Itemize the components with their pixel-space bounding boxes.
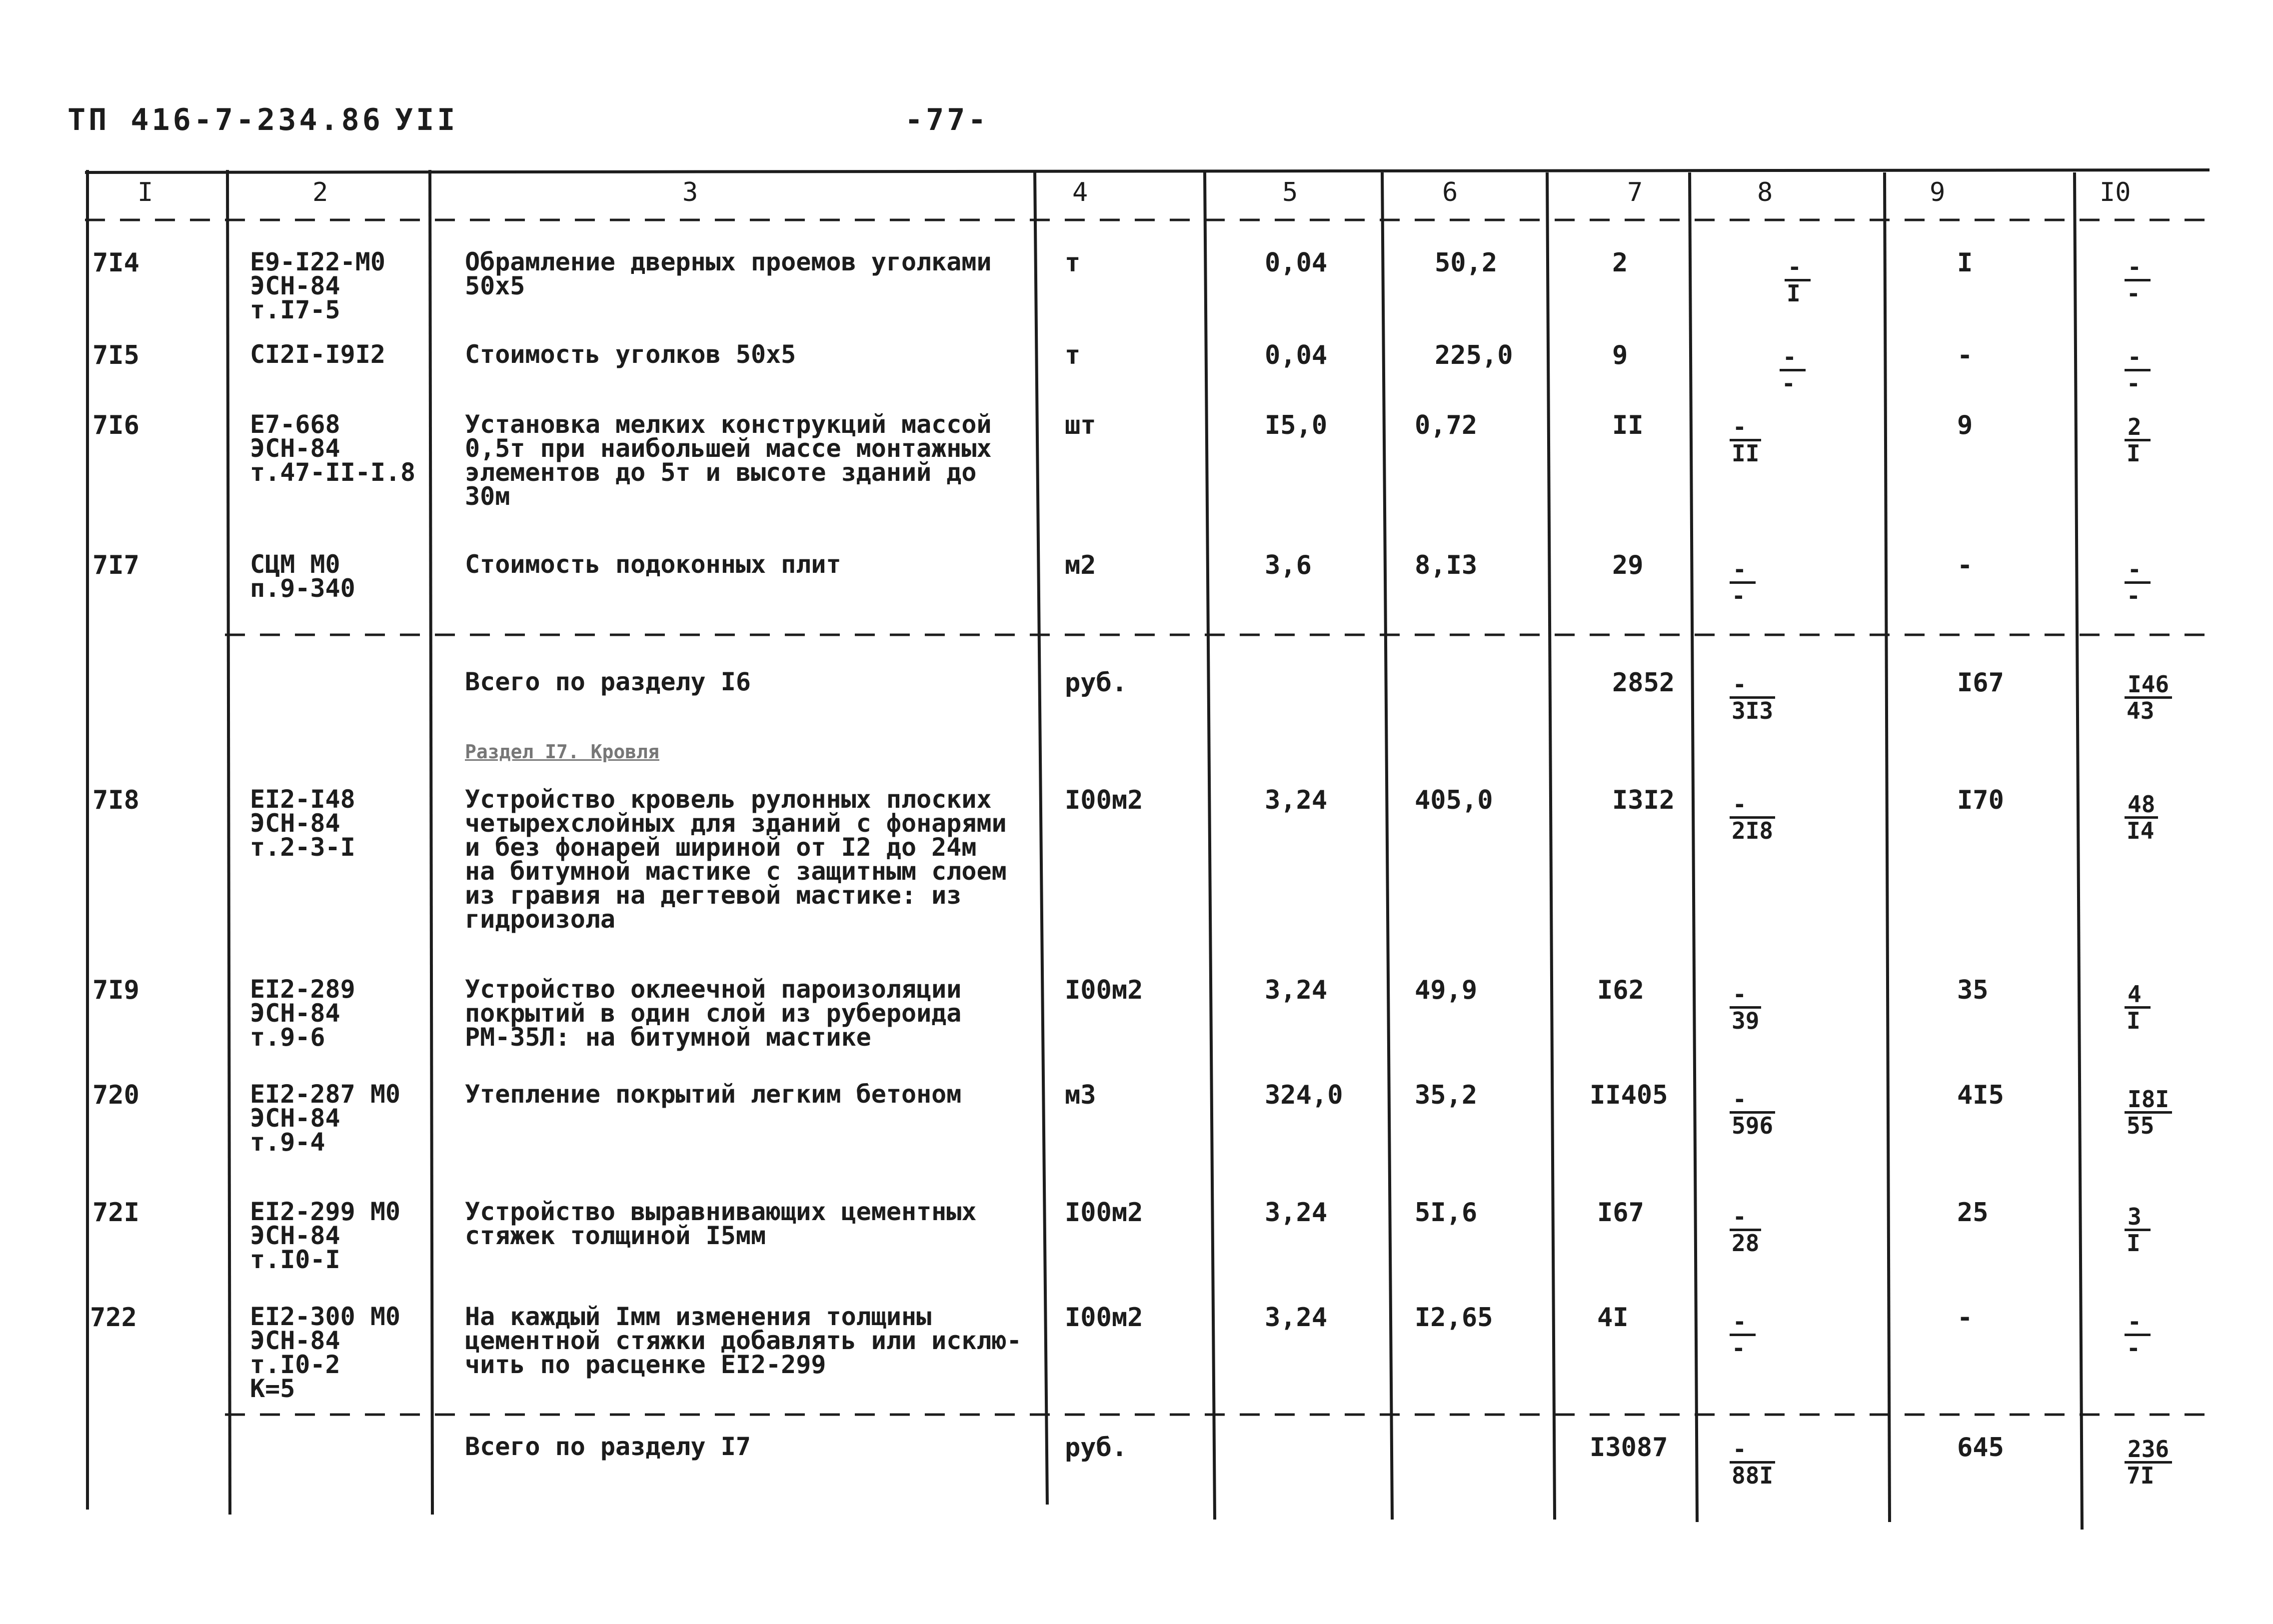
unit: I00м2	[1065, 785, 1143, 815]
row-number: 7I8	[92, 785, 139, 815]
column-8-fraction: - 88I	[1730, 1437, 1775, 1488]
unit: I00м2	[1065, 1198, 1143, 1228]
column-8-fraction: - 596	[1730, 1087, 1775, 1138]
column-header-4: 4	[1072, 177, 1088, 207]
column-8-fraction: - 39	[1730, 982, 1761, 1033]
row-number: 7I6	[92, 410, 139, 440]
unit: I00м2	[1065, 1303, 1143, 1333]
unit: I00м2	[1065, 975, 1143, 1005]
unit: т	[1065, 248, 1081, 278]
quantity: I5,0	[1265, 410, 1328, 440]
total-cost: I62	[1597, 975, 1644, 1005]
column-10-fraction: - -	[2125, 255, 2151, 305]
quantity: 324,0	[1265, 1080, 1343, 1110]
column-8-fraction: - -	[1730, 1310, 1756, 1360]
total-cost: 2852	[1612, 668, 1675, 698]
rate-code: ЕI2-289 ЭСН-84 т.9-6	[250, 975, 355, 1052]
page-number: -77-	[905, 102, 989, 137]
row-number: 7I4	[92, 248, 139, 278]
row-number: 72I	[92, 1198, 139, 1228]
unit-price: 49,9	[1415, 975, 1478, 1005]
total-cost: 9	[1612, 340, 1628, 370]
unit: м3	[1065, 1080, 1096, 1110]
column-header-9: 9	[1930, 177, 1946, 207]
row-number: 722	[90, 1303, 137, 1333]
work-description: На каждый Iмм изменения толщины цементной стяжки добавлять или исклю- чить по расценке ЕI2-299	[465, 1302, 1022, 1379]
unit-price: 5I,6	[1415, 1198, 1478, 1228]
quantity: 3,24	[1265, 1303, 1328, 1333]
total-cost: 2	[1612, 248, 1628, 278]
column-header-3: 3	[682, 177, 698, 207]
quantity: 3,24	[1265, 975, 1328, 1005]
quantity: 3,6	[1265, 550, 1312, 580]
column-8-fraction: - -	[1780, 345, 1806, 395]
column-9-value: I	[1957, 248, 1973, 278]
volume-number: УII	[395, 102, 458, 137]
total-cost: 4I	[1597, 1303, 1629, 1333]
unit-price: 35,2	[1415, 1080, 1478, 1110]
unit: т	[1065, 340, 1081, 370]
column-10-fraction: $\frac{48}{I4}$	[2125, 792, 2158, 843]
unit-price: 0,72	[1415, 410, 1478, 440]
column-header-5: 5	[1282, 177, 1298, 207]
rate-code: СЦМ М0 п.9-340	[250, 550, 355, 603]
row-number: 7I7	[92, 550, 139, 580]
column-8-fraction: - -	[1730, 557, 1756, 608]
work-description: Утепление покрытий легким бетоном	[465, 1080, 962, 1109]
quantity: 3,24	[1265, 785, 1328, 815]
column-10-fraction: $\frac{3}{I}$	[2125, 1205, 2151, 1255]
column-9-value: 9	[1957, 410, 1973, 440]
column-8-fraction: - 3I3	[1730, 672, 1775, 723]
rate-code: ЕI2-299 М0 ЭСН-84 т.I0-I	[250, 1197, 401, 1274]
row-number: 720	[92, 1080, 139, 1110]
total-cost: II	[1612, 410, 1644, 440]
work-description: Стоимость подоконных плит	[465, 550, 841, 579]
work-description: Устройство кровель рулонных плоских четырехслойных для зданий с фонарями и без фонарей шириной от I2 до 24м на битумной мастике с защитным слоем из гравия на дегтевой мастике: из гидроизола	[465, 785, 1007, 934]
column-8-fraction: - II	[1730, 415, 1761, 465]
column-10-fraction: $\frac{I46}{43}$	[2125, 672, 2172, 723]
unit: м2	[1065, 550, 1096, 580]
column-9-value: I67	[1957, 668, 2004, 698]
work-description: Устройство оклеечной пароизоляции покрытий в один слой из рубероида РМ-35Л: на битумной мастике	[465, 975, 962, 1052]
total-label: Всего по разделу I7	[465, 1432, 751, 1461]
quantity: 0,04	[1265, 248, 1328, 278]
unit: руб.	[1065, 668, 1128, 698]
column-10-fraction: $\frac{I8I}{55}$	[2125, 1087, 2172, 1138]
column-10-fraction: $\frac{236}{7I}$	[2125, 1437, 2172, 1488]
row-number: 7I5	[92, 340, 139, 370]
column-8-fraction: - 28	[1730, 1205, 1761, 1255]
column-header-7: 7	[1627, 177, 1643, 207]
column-9-value: 35	[1957, 975, 1989, 1005]
section-title: Раздел I7. Кровля	[465, 741, 659, 763]
column-header-1: I	[137, 177, 153, 207]
column-10-fraction: - -	[2125, 345, 2151, 395]
work-description: Обрамление дверных проемов уголками 50х5	[465, 247, 992, 300]
row-number: 7I9	[92, 975, 139, 1005]
quantity: 3,24	[1265, 1198, 1328, 1228]
document-code: ТП 416-7-234.86	[67, 102, 383, 137]
column-8-fraction: - 2I8	[1730, 792, 1775, 843]
column-9-value: -	[1957, 550, 1973, 580]
column-header-6: 6	[1442, 177, 1458, 207]
work-description: Устройство выравнивающих цементных стяжек толщиной I5мм	[465, 1197, 977, 1250]
column-header-2: 2	[312, 177, 328, 207]
rate-code: ЕI2-300 М0 ЭСН-84 т.I0-2 К=5	[250, 1302, 401, 1403]
unit-price: 50,2	[1435, 248, 1498, 278]
work-description: Стоимость уголков 50х5	[465, 340, 796, 369]
column-10-fraction: - -	[2125, 1310, 2151, 1360]
column-9-value: 25	[1957, 1198, 1989, 1228]
column-8-fraction: - I	[1785, 255, 1811, 305]
total-cost: II405	[1590, 1080, 1668, 1110]
rate-code: ЕI2-I48 ЭСН-84 т.2-3-I	[250, 785, 355, 862]
total-cost: I3I2	[1612, 785, 1675, 815]
column-9-value: I70	[1957, 785, 2004, 815]
rate-code: СI2I-I9I2	[250, 340, 385, 369]
unit-price: 405,0	[1415, 785, 1493, 815]
rate-code: Е9-I22-М0 ЭСН-84 т.I7-5	[250, 247, 385, 324]
unit-price: I2,65	[1415, 1303, 1493, 1333]
total-cost: 29	[1612, 550, 1644, 580]
column-9-value: 4I5	[1957, 1080, 2004, 1110]
unit-price: 225,0	[1435, 340, 1513, 370]
column-10-fraction: $\frac{2}{I}$	[2125, 415, 2151, 465]
column-header-10: I0	[2100, 177, 2131, 207]
rate-code: Е7-668 ЭСН-84 т.47-II-I.8	[250, 410, 416, 487]
unit: руб.	[1065, 1433, 1128, 1463]
total-cost: I3087	[1590, 1433, 1668, 1463]
rate-code: ЕI2-287 М0 ЭСН-84 т.9-4	[250, 1080, 401, 1157]
unit: шт	[1065, 410, 1096, 440]
work-description: Установка мелких конструкций массой 0,5т при наибольшей массе монтажных элементов до 5т и высоте зданий до 30м	[465, 410, 992, 511]
column-9-value: -	[1957, 1303, 1973, 1333]
column-10-fraction: - -	[2125, 557, 2151, 608]
column-10-fraction: $\frac{4}{I}$	[2125, 982, 2151, 1033]
quantity: 0,04	[1265, 340, 1328, 370]
column-header-8: 8	[1757, 177, 1773, 207]
total-label: Всего по разделу I6	[465, 667, 751, 696]
total-cost: I67	[1597, 1198, 1644, 1228]
column-9-value: -	[1957, 340, 1973, 370]
column-9-value: 645	[1957, 1433, 2004, 1463]
unit-price: 8,I3	[1415, 550, 1478, 580]
